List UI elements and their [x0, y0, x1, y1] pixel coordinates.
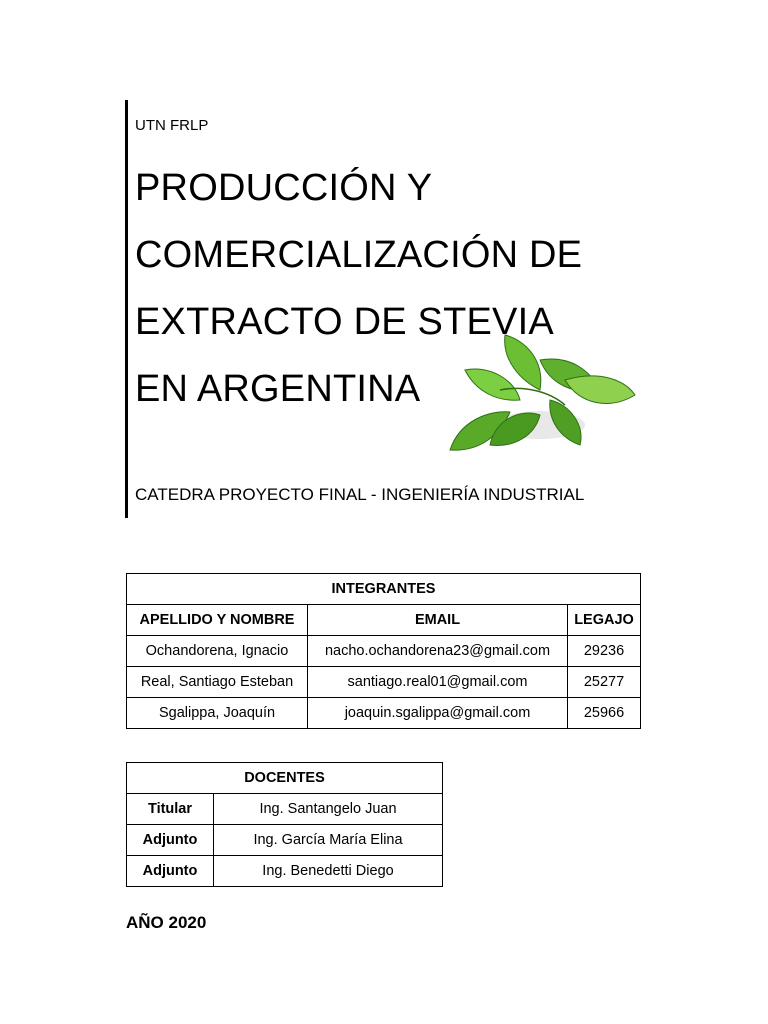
- table-row: [127, 856, 443, 887]
- year-label: AÑO 2020: [126, 913, 207, 932]
- title-line: PRODUCCIÓN Y: [135, 167, 433, 209]
- member-name: Sgalippa, Joaquín: [127, 698, 308, 729]
- title-line: EN ARGENTINA: [135, 368, 421, 410]
- table-row: [127, 636, 641, 667]
- institution-label: UTN FRLP: [135, 117, 209, 134]
- table-row: [127, 698, 641, 729]
- member-email: joaquin.sgalippa@gmail.com: [308, 698, 568, 729]
- teacher-name: Ing. Benedetti Diego: [214, 856, 443, 887]
- member-email: nacho.ochandorena23@gmail.com: [308, 636, 568, 667]
- table-row: [127, 794, 443, 825]
- stevia-leaves-image: [440, 330, 640, 460]
- member-legajo: 29236: [568, 636, 641, 667]
- member-name: Ochandorena, Ignacio: [127, 636, 308, 667]
- column-header-name: APELLIDO Y NOMBRE: [127, 605, 308, 636]
- members-heading: INTEGRANTES: [127, 574, 641, 605]
- column-header-email: EMAIL: [308, 605, 568, 636]
- title-accent-bar: [125, 100, 128, 518]
- teacher-role: Adjunto: [127, 856, 214, 887]
- member-name: Real, Santiago Esteban: [127, 667, 308, 698]
- column-header-legajo: LEGAJO: [568, 605, 641, 636]
- member-legajo: 25277: [568, 667, 641, 698]
- member-email: santiago.real01@gmail.com: [308, 667, 568, 698]
- table-row: [127, 667, 641, 698]
- teacher-name: Ing. García María Elina: [214, 825, 443, 856]
- teachers-table: [126, 762, 443, 887]
- member-legajo: 25966: [568, 698, 641, 729]
- teachers-heading: DOCENTES: [127, 763, 443, 794]
- course-subtitle: CATEDRA PROYECTO FINAL - INGENIERÍA INDUSTRIAL: [135, 485, 585, 504]
- title-line: COMERCIALIZACIÓN DE: [135, 234, 583, 276]
- teacher-role: Titular: [127, 794, 214, 825]
- teacher-name: Ing. Santangelo Juan: [214, 794, 443, 825]
- title-line: EXTRACTO DE STEVIA: [135, 301, 554, 343]
- table-row: [127, 825, 443, 856]
- members-table: [126, 573, 641, 729]
- teacher-role: Adjunto: [127, 825, 214, 856]
